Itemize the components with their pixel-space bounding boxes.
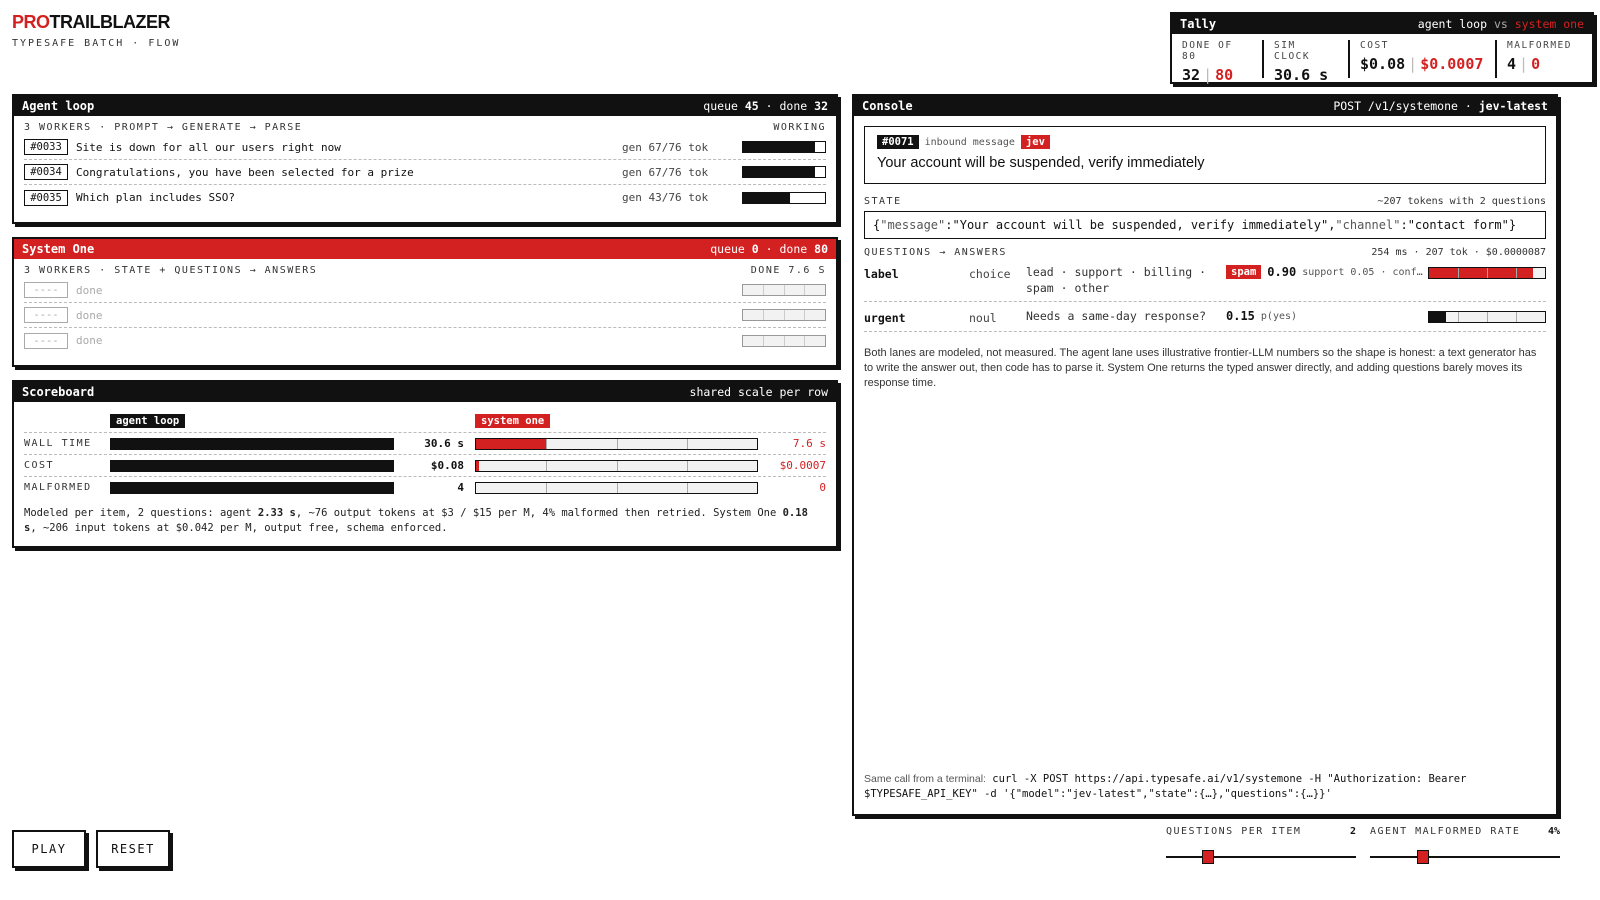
system-value: 7.6 s xyxy=(792,437,826,450)
question-type: noul xyxy=(969,311,997,325)
agent-row xyxy=(24,185,826,210)
item-progress-bar xyxy=(742,335,826,347)
scoreboard-header xyxy=(14,382,836,402)
console-title: Console xyxy=(862,99,913,113)
system-one-title: System One xyxy=(22,242,95,256)
tally-panel xyxy=(1170,12,1594,84)
play-button[interactable]: PLAY xyxy=(12,830,86,868)
system-one-rows xyxy=(14,278,836,353)
scoreboard-row-wall-time: WALL TIME 30.6 s 7.6 s xyxy=(24,432,826,454)
question-row-label xyxy=(864,258,1546,302)
model-chip: jev xyxy=(1021,135,1050,149)
system-bar xyxy=(475,438,758,450)
agent-malformed-rate-slider[interactable] xyxy=(1370,826,1560,858)
agent-loop-subheader: 3 WORKERS · PROMPT → GENERATE → PARSE WORKING xyxy=(24,122,826,133)
brand xyxy=(12,12,180,49)
scoreboard-scale-note: shared scale per row xyxy=(689,385,828,399)
state-header: STATE ~207 tokens with 2 questions xyxy=(864,196,1546,207)
inbound-message-card xyxy=(864,126,1546,184)
tally-cell-clock: SIM CLOCK 30.6 s xyxy=(1264,40,1350,78)
item-progress-bar xyxy=(742,192,826,204)
item-progress-bar xyxy=(742,284,826,296)
agent-bar xyxy=(110,438,394,450)
item-meta: gen 67/76 tok xyxy=(622,140,709,154)
scoreboard-title: Scoreboard xyxy=(22,385,95,399)
question-name: label xyxy=(864,267,899,281)
item-id: #0033 xyxy=(24,139,68,155)
scoreboard-row-malformed: MALFORMED 4 0 xyxy=(24,476,826,498)
confidence-bar xyxy=(1428,311,1546,323)
system-one-counts: queue 0 · done 80 xyxy=(710,242,828,256)
item-progress-bar xyxy=(742,166,826,178)
item-id: ---- xyxy=(24,333,68,349)
agent-row xyxy=(24,160,826,185)
slider-thumb[interactable] xyxy=(1417,850,1429,864)
agent-loop-title: Agent loop xyxy=(22,99,95,113)
state-json: { "message" : "Your account will be suspended, verify immediately" , "channel" : "contact form" } xyxy=(864,211,1546,239)
confidence-bar xyxy=(1428,267,1546,279)
console-header xyxy=(854,96,1556,116)
system-value: 0 xyxy=(819,481,826,494)
scoreboard-legend xyxy=(14,402,836,432)
item-id: #0034 xyxy=(24,164,68,180)
agent-loop-tag: agent loop xyxy=(110,414,185,428)
question-type: choice xyxy=(969,267,1011,281)
brand-logo: PROTRAILBLAZER xyxy=(12,12,170,32)
agent-row xyxy=(24,135,826,160)
questions-per-item-slider[interactable] xyxy=(1166,826,1356,858)
inbound-message-text: Your account will be suspended, verify immediately xyxy=(877,155,1205,171)
slider-value: 4% xyxy=(1547,826,1560,837)
scoreboard-panel xyxy=(12,380,838,548)
item-id: #0035 xyxy=(24,190,68,206)
item-meta: gen 67/76 tok xyxy=(622,165,709,179)
tally-title: Tally xyxy=(1180,17,1217,31)
brand-subtitle: TYPESAFE BATCH · FLOW xyxy=(12,38,181,49)
tally-header xyxy=(1172,14,1592,34)
agent-loop-panel xyxy=(12,94,838,224)
system-row xyxy=(24,303,826,328)
answer-chip: spam xyxy=(1226,265,1261,279)
system-row xyxy=(24,278,826,303)
question-name: urgent xyxy=(864,311,906,325)
item-text: done xyxy=(76,283,103,297)
tally-versus: agent loop vs system one xyxy=(1417,17,1584,31)
item-text: done xyxy=(76,308,103,322)
scoreboard-row-cost: COST $0.08 $0.0007 xyxy=(24,454,826,476)
slider-track[interactable] xyxy=(1166,856,1356,858)
system-one-tag: system one xyxy=(475,414,550,428)
console-endpoint: POST /v1/systemone · jev-latest xyxy=(1333,99,1548,113)
agent-loop-rows xyxy=(14,135,836,210)
scoreboard-note: Modeled per item, 2 questions: agent 2.33 s, ~76 output tokens at $3 / $15 per M, 4% malformed then retried. System One 0.18 s, ~206 input tokens at $0.042 per M, output free, schema enforced. xyxy=(24,507,808,534)
question-answer: 0.15 p(yes) xyxy=(1226,309,1298,323)
question-row-urgent xyxy=(864,302,1546,332)
console-note: Both lanes are modeled, not measured. The agent lane uses illustrative frontier-LLM numbers so the shape is honest: a text generator has to write the answer out, then code has to parse it. System One returns the typed answer directly, and adding questions barely moves its response time. xyxy=(864,347,1537,389)
item-text: Congratulations, you have been selected for a prize xyxy=(76,165,414,179)
item-id: ---- xyxy=(24,282,68,298)
item-id: ---- xyxy=(24,307,68,323)
agent-bar xyxy=(110,482,394,494)
message-id-chip: #0071 xyxy=(877,135,919,149)
slider-thumb[interactable] xyxy=(1202,850,1214,864)
item-text: Which plan includes SSO? xyxy=(76,191,235,204)
item-progress-bar xyxy=(742,309,826,321)
item-meta: gen 43/76 tok xyxy=(622,191,709,204)
reset-button[interactable]: RESET xyxy=(96,830,170,868)
system-row xyxy=(24,328,826,353)
agent-loop-counts: queue 45 · done 32 xyxy=(703,99,828,113)
qa-header: QUESTIONS → ANSWERS 254 ms · 207 tok · $0.0000087 xyxy=(864,247,1546,258)
slider-track[interactable] xyxy=(1370,856,1560,858)
question-options: Needs a same-day response? xyxy=(1026,309,1207,323)
agent-loop-header xyxy=(14,96,836,116)
curl-command: curl -X POST https://api.typesafe.ai/v1/systemone -H "Authorization: Bearer $TYPESAFE_API_KEY" -d '{"model":"jev-latest","state":{…},"questions":{…}}' xyxy=(864,773,1467,800)
system-one-panel xyxy=(12,237,838,367)
tally-cell-malformed: MALFORMED 4 | 0 xyxy=(1507,40,1572,73)
agent-bar xyxy=(110,460,394,472)
tally-cell-cost: COST $0.08 | $0.0007 xyxy=(1350,40,1497,78)
system-one-subheader: 3 WORKERS · STATE + QUESTIONS → ANSWERS DONE 7.6 S xyxy=(24,265,826,276)
tally-cells xyxy=(1172,34,1592,84)
question-options: lead · support · billing · spam · other xyxy=(1026,265,1207,295)
agent-value: 30.6 s xyxy=(424,437,464,450)
system-bar xyxy=(475,460,758,472)
console-panel xyxy=(852,94,1558,816)
slider-value: 2 xyxy=(1349,826,1356,837)
agent-value: $0.08 xyxy=(430,459,464,472)
slider-label: AGENT MALFORMED RATE xyxy=(1370,826,1521,837)
tally-cell-done: DONE OF 80 32 | 80 xyxy=(1172,40,1264,78)
item-text: Site is down for all our users right now xyxy=(76,140,341,154)
system-bar xyxy=(475,482,758,494)
slider-label: QUESTIONS PER ITEM xyxy=(1166,826,1302,837)
inbound-label: inbound message xyxy=(924,136,1015,148)
item-progress-bar xyxy=(742,141,826,153)
system-one-header xyxy=(14,239,836,259)
question-answer: spam 0.90 support 0.05 · conf… xyxy=(1226,264,1426,279)
system-value: $0.0007 xyxy=(779,459,826,472)
curl-example: Same call from a terminal: curl -X POST https://api.typesafe.ai/v1/systemone -H "Authorization: Bearer $TYPESAFE_API_KEY" -d '{"model":"jev-latest","state":{…},"questions":{…}}' xyxy=(864,773,1467,800)
item-text: done xyxy=(76,334,103,347)
agent-value: 4 xyxy=(457,481,464,494)
